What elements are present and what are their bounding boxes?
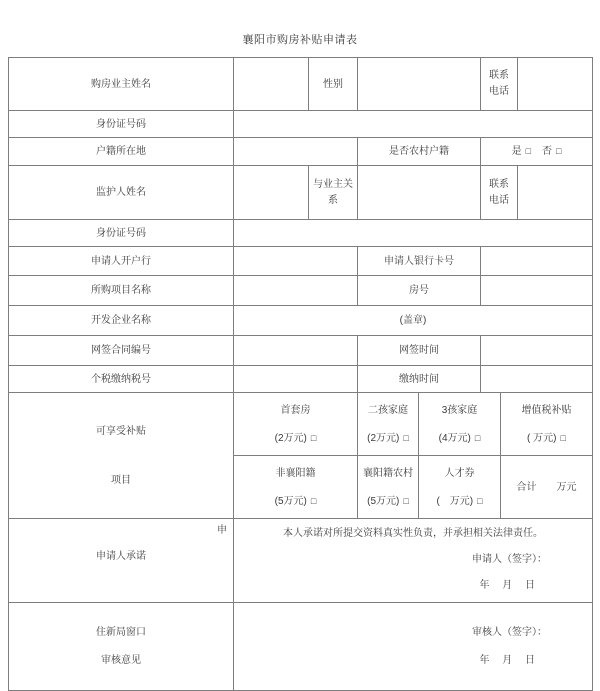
subsidy-checkbox-icon[interactable]: □ [403,495,409,506]
bank-card-input-cell[interactable] [481,247,593,276]
residence-input-cell[interactable] [234,138,358,166]
subsidy-item-cell [358,393,419,456]
commitment-stray-char: 申 [217,525,227,536]
subsidy-item-name: 非襄阳籍 [275,467,316,479]
guardian-id-label-cell: 身份证号码 [9,220,234,247]
relation-label-cell [309,166,358,220]
guardian-name-label-cell: 监护人姓名 [9,166,234,220]
developer-seal-cell[interactable]: (盖章) [234,306,593,336]
relation-label: 与业主关系 [313,178,353,206]
row-subsidy-1 [9,393,593,456]
yes-checkbox-icon[interactable]: □ [525,146,531,156]
guardian-contact-label-cell [481,166,518,220]
subsidy-checkbox-icon[interactable]: □ [403,432,409,443]
subsidy-item-amount: (4万元) [438,432,471,444]
bank-input-cell[interactable] [234,247,358,276]
tax-time-input-cell[interactable] [481,366,593,393]
reviewer-sign-label: 审核人（签字）： [472,627,547,638]
row-residence [9,138,593,166]
room-number-input-cell[interactable] [481,276,593,306]
row-bank [9,247,593,276]
subsidy-label-line2: 项目 [111,474,131,486]
contact-phone-label-cell [481,58,518,111]
row-commitment [9,519,593,603]
subsidy-checkbox-icon[interactable]: □ [477,495,483,506]
subsidy-item-cell [419,456,501,519]
no-checkbox-icon[interactable]: □ [556,146,562,156]
applicant-date-label: 年 月 日 [479,580,535,591]
subsidy-item-cell [234,456,358,519]
subsidy-checkbox-icon[interactable]: □ [310,495,317,506]
commitment-statement: 本人承诺对所提交资料真实性负责，并承担相关法律责任。 [283,528,543,539]
contract-time-input-cell[interactable] [481,336,593,366]
guardian-contact-label: 联系电话 [489,178,509,206]
review-date-label: 年 月 日 [479,655,535,666]
commitment-content-cell [234,519,593,603]
application-form-table [8,57,593,691]
tax-number-input-cell[interactable] [234,366,358,393]
tax-number-label-cell: 个税缴纳税号 [9,366,234,393]
applicant-sign-label: 申请人（签字）： [472,554,547,565]
subsidy-item-name: 3孩家庭 [441,404,478,416]
row-contract [9,336,593,366]
row-owner-name [9,58,593,111]
subsidy-item-cell [501,393,593,456]
row-guardian [9,166,593,220]
row-project [9,276,593,306]
subsidy-total-cell: 合计 万元 [501,456,593,519]
rural-household-label-cell: 是否农村户籍 [358,138,481,166]
project-name-input-cell[interactable] [234,276,358,306]
subsidy-checkbox-icon[interactable]: □ [310,432,317,443]
subsidy-item-name: 襄阳籍农村 [363,467,413,479]
row-review [9,603,593,691]
review-label-cell [9,603,234,691]
relation-input-cell[interactable] [358,166,481,220]
subsidy-item-amount: ( 万元) [436,495,474,507]
row-owner-id [9,111,593,138]
review-content-cell[interactable] [234,603,593,691]
guardian-contact-input-cell[interactable] [518,166,593,220]
gender-input-cell[interactable] [358,58,481,111]
owner-name-input-cell[interactable] [234,58,309,111]
subsidy-label-line1: 可享受补贴 [96,425,146,437]
subsidy-label-cell [9,393,234,519]
project-name-label-cell: 所购项目名称 [9,276,234,306]
subsidy-item-amount: (2万元) [274,432,307,444]
owner-name-label-cell: 购房业主姓名 [9,58,234,111]
owner-id-input-cell[interactable] [234,111,593,138]
subsidy-item-amount: (5万元) [274,495,307,507]
contact-phone-input-cell[interactable] [518,58,593,111]
subsidy-item-name: 增值税补贴 [521,404,572,416]
subsidy-item-name: 首套房 [280,404,311,416]
subsidy-checkbox-icon[interactable]: □ [560,432,566,443]
subsidy-item-amount: (2万元) [367,432,400,444]
row-tax [9,366,593,393]
contract-time-label-cell: 网签时间 [358,336,481,366]
guardian-name-input-cell[interactable] [234,166,309,220]
subsidy-item-amount: ( 万元) [527,432,557,444]
form-title: 襄阳市购房补贴申请表 [242,34,358,46]
guardian-id-input-cell[interactable] [234,220,593,247]
contract-number-input-cell[interactable] [234,336,358,366]
owner-id-label-cell: 身份证号码 [9,111,234,138]
review-label-line2: 审核意见 [101,655,141,666]
residence-label-cell: 户籍所在地 [9,138,234,166]
bank-card-label-cell: 申请人银行卡号 [358,247,481,276]
developer-label-cell: 开发企业名称 [9,306,234,336]
commitment-label: 申请人承诺 [96,551,146,562]
rural-yes-no-cell [481,138,593,166]
contact-phone-label: 联系电话 [489,70,509,97]
bank-label-cell: 申请人开户行 [9,247,234,276]
subsidy-item-amount: (5万元) [367,495,400,507]
row-guardian-id [9,220,593,247]
subsidy-item-name: 二孩家庭 [368,404,408,416]
row-developer [9,306,593,336]
subsidy-item-cell [358,456,419,519]
gender-label-cell: 性别 [309,58,358,111]
contract-number-label-cell: 网签合同编号 [9,336,234,366]
room-number-label-cell: 房号 [358,276,481,306]
subsidy-item-cell [419,393,501,456]
no-label: 否 [542,146,552,157]
review-label-line1: 住新局窗口 [96,627,146,638]
commitment-label-cell [9,519,234,603]
subsidy-item-name: 人才券 [444,467,475,479]
tax-time-label-cell: 缴纳时间 [358,366,481,393]
subsidy-checkbox-icon[interactable]: □ [474,432,481,443]
yes-label: 是 [511,146,522,157]
subsidy-item-cell [234,393,358,456]
